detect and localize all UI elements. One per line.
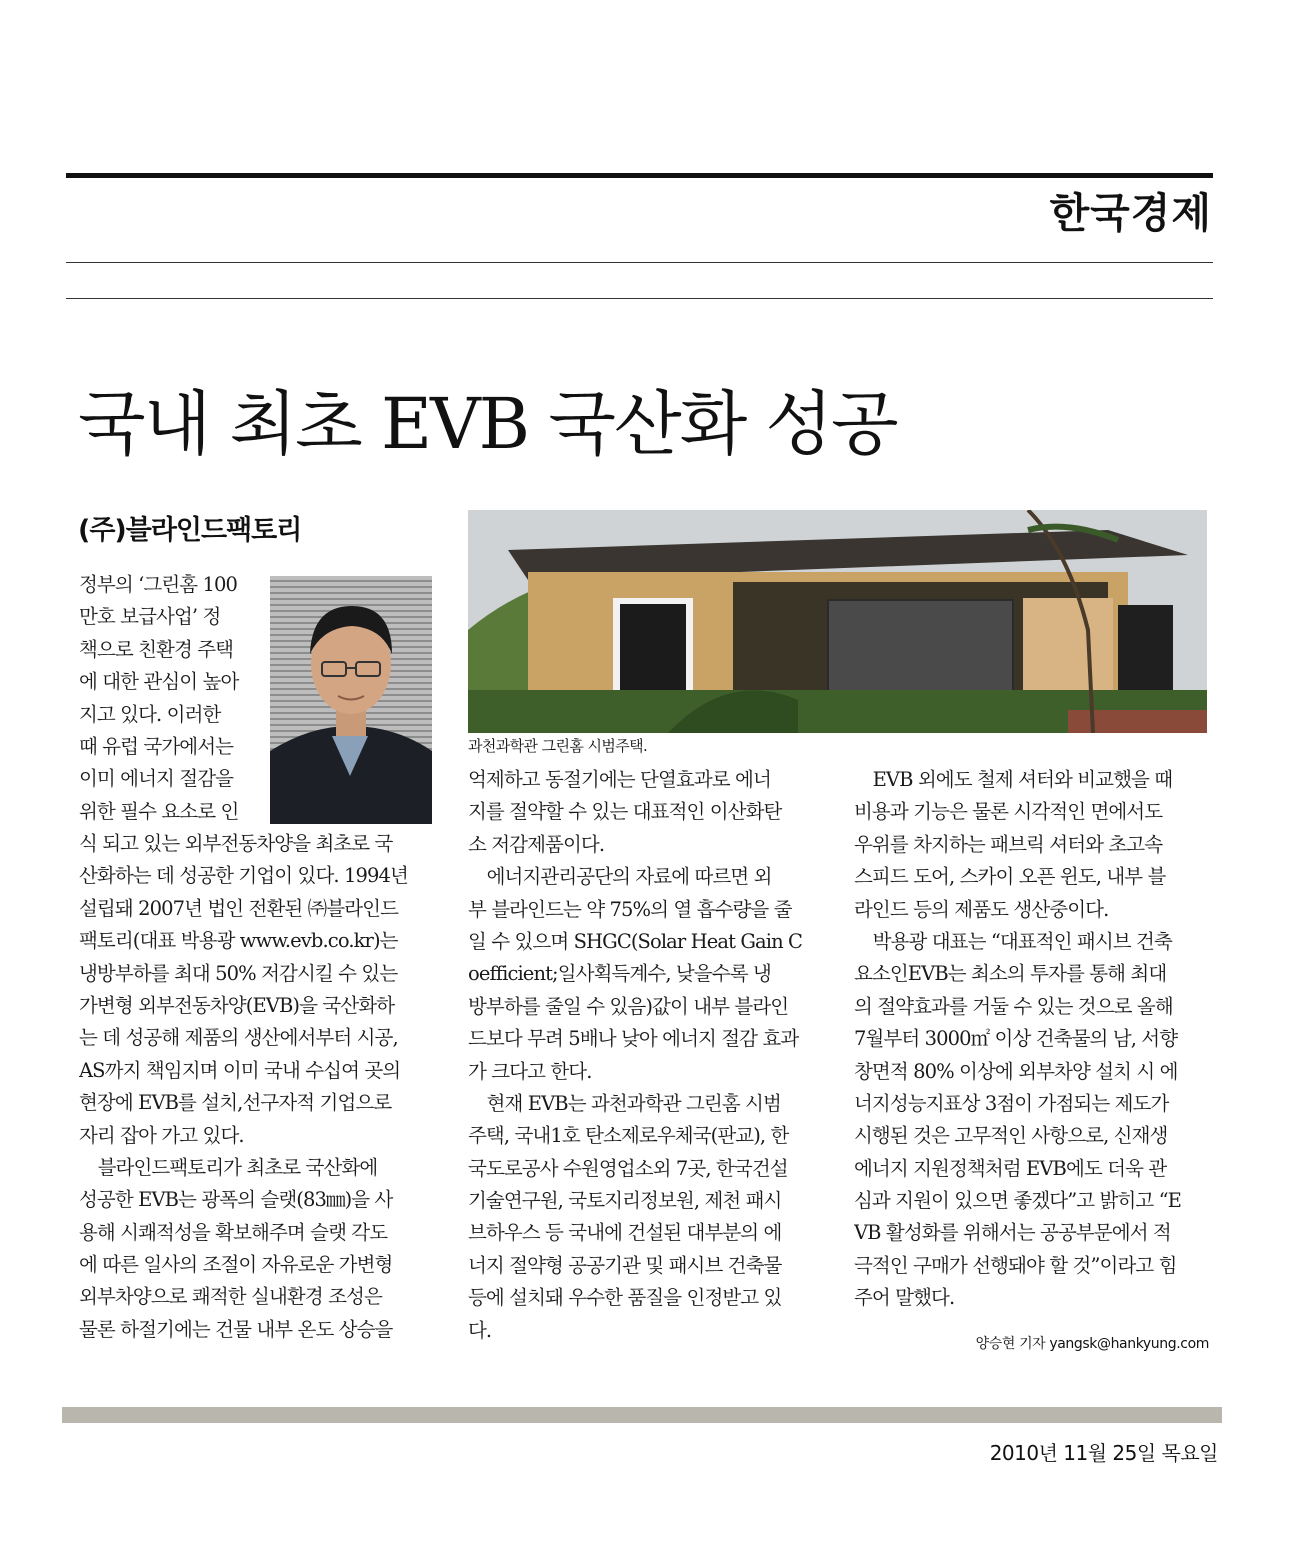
body-line: 소 저감제품이다.: [468, 832, 605, 856]
body-line: 산화하는 데 성공한 기업이 있다. 1994년: [79, 864, 408, 888]
body-line: 에 대한 관심이 높아: [79, 670, 239, 694]
body-line: 블라인드팩토리가 최초로 국산화에: [79, 1155, 378, 1179]
body-line: 위한 필수 요소로 인: [79, 799, 239, 823]
footer-bar: [62, 1407, 1222, 1423]
body-line: 물론 하절기에는 건물 내부 온도 상승을: [79, 1317, 393, 1341]
green-home-photo: [468, 510, 1207, 733]
body-line: 이미 에너지 절감을: [79, 767, 234, 791]
header-divider-top: [66, 262, 1213, 263]
body-line: 정부의 ‘그린홈 100: [79, 573, 238, 596]
article-column-3: [854, 764, 1214, 1315]
body-line: 설립돼 2007년 법인 전환된 ㈜블라인드: [79, 896, 399, 920]
body-line: 창면적 80% 이상에 외부차양 설치 시 에: [854, 1059, 1178, 1083]
body-line: 냉방부하를 최대 50% 저감시킬 수 있는: [79, 961, 398, 985]
body-line: 성공한 EVB는 광폭의 슬랫(83㎜)을 사: [79, 1188, 393, 1212]
body-line: 방부하를 줄일 수 있음)값이 내부 블라인: [468, 994, 789, 1018]
body-line: 7월부터 3000㎡ 이상 건축물의 남, 서향: [854, 1027, 1178, 1051]
body-line: 팩토리(대표 박용광 www.evb.co.kr)는: [79, 929, 398, 953]
body-line: 가 크다고 한다.: [468, 1059, 592, 1083]
body-line: 요소인EVB는 최소의 투자를 통해 최대: [854, 962, 1167, 986]
body-line: 때 유럽 국가에서는: [79, 734, 234, 758]
article-headline: 국내 최초 EVB 국산화 성공: [78, 383, 897, 465]
body-line: 우위를 차지하는 패브릭 셔터와 초고속: [854, 832, 1163, 856]
body-line: 국도로공사 수원영업소외 7곳, 한국건설: [468, 1156, 788, 1180]
body-line: AS까지 책임지며 이미 국내 수십여 곳의: [79, 1058, 401, 1082]
article-column-1-bottom: [79, 828, 439, 1346]
body-line: 스피드 도어, 스카이 오픈 윈도, 내부 블: [854, 865, 1166, 889]
masthead-rule: [66, 173, 1213, 178]
body-line: 현재 EVB는 과천과학관 그린홈 시범: [468, 1091, 781, 1115]
body-line: 등에 설치돼 우수한 품질을 인정받고 있: [468, 1286, 782, 1310]
body-line: 부 블라인드는 약 75%의 열 흡수량을 줄: [468, 897, 792, 921]
body-line: VB 활성화를 위해서는 공공부문에서 적: [854, 1221, 1171, 1245]
body-line: 만호 보급사업’ 정: [79, 605, 221, 629]
body-line: EVB 외에도 철제 셔터와 비교했을 때: [854, 768, 1173, 791]
body-line: 외부차양으로 쾌적한 실내환경 조성은: [79, 1285, 382, 1309]
article-column-1-top: [79, 569, 259, 828]
body-line: 에 따른 일사의 조절이 자유로운 가변형: [79, 1253, 393, 1277]
photo-caption: 과천과학관 그린홈 시범주택.: [468, 737, 648, 755]
body-line: 의 절약효과를 거둘 수 있는 것으로 올해: [854, 994, 1173, 1018]
body-line: 현장에 EVB를 설치,선구자적 기업으로: [79, 1091, 392, 1115]
body-line: 주택, 국내1호 탄소제로우체국(판교), 한: [468, 1124, 789, 1148]
body-line: 에너지 지원정책처럼 EVB에도 더욱 관: [854, 1156, 1167, 1180]
body-line: 는 데 성공해 제품의 생산에서부터 시공,: [79, 1026, 398, 1050]
body-line: 시행된 것은 고무적인 사항으로, 신재생: [854, 1124, 1168, 1148]
body-line: 식 되고 있는 외부전동차양을 최초로 국: [79, 832, 393, 855]
body-line: 자리 잡아 가고 있다.: [79, 1123, 244, 1147]
body-line: 박용광 대표는 “대표적인 패시브 건축: [854, 929, 1172, 953]
body-line: 다.: [468, 1318, 492, 1342]
body-line: 억제하고 동절기에는 단열효과로 에너: [468, 768, 771, 791]
ceo-portrait-photo: [270, 576, 432, 824]
body-line: 너지 절약형 공공기관 및 패시브 건축물: [468, 1253, 782, 1277]
publication-date: 2010년 11월 25일 목요일: [989, 1441, 1218, 1465]
body-line: 브하우스 등 국내에 건설된 대부분의 에: [468, 1221, 782, 1245]
body-line: 용해 시쾌적성을 확보해주며 슬랫 각도: [79, 1220, 388, 1244]
body-line: 지고 있다. 이러한: [79, 702, 221, 726]
article-column-2: [468, 764, 828, 1347]
company-name: (주)블라인드팩토리: [78, 515, 302, 546]
newspaper-masthead: 한국경제: [1049, 189, 1212, 237]
body-line: 지를 절약할 수 있는 대표적인 이산화탄: [468, 800, 782, 824]
reporter-byline: 양승현 기자 yangsk@hankyung.com: [975, 1336, 1209, 1352]
body-line: 주어 말했다.: [854, 1286, 955, 1310]
body-line: 라인드 등의 제품도 생산중이다.: [854, 897, 1109, 921]
body-line: 기술연구원, 국토지리정보원, 제천 패시: [468, 1189, 782, 1213]
body-line: 책으로 친환경 주택: [79, 637, 234, 661]
body-line: 일 수 있으며 SHGC(Solar Heat Gain C: [468, 929, 803, 953]
body-line: 심과 지원이 있으면 좋겠다”고 밝히고 “E: [854, 1189, 1182, 1213]
body-line: oefficient;일사획득계수, 낮을수록 냉: [468, 962, 771, 986]
body-line: 극적인 구매가 선행돼야 할 것”이라고 힘: [854, 1253, 1177, 1277]
header-divider-bottom: [66, 298, 1213, 299]
body-line: 너지성능지표상 3점이 가점되는 제도가: [854, 1091, 1169, 1115]
body-line: 가변형 외부전동차양(EVB)을 국산화하: [79, 993, 395, 1017]
body-line: 에너지관리공단의 자료에 따르면 외: [468, 865, 772, 889]
body-line: 드보다 무려 5배나 낮아 에너지 절감 효과: [468, 1027, 799, 1051]
body-line: 비용과 기능은 물론 시각적인 면에서도: [854, 800, 1163, 824]
